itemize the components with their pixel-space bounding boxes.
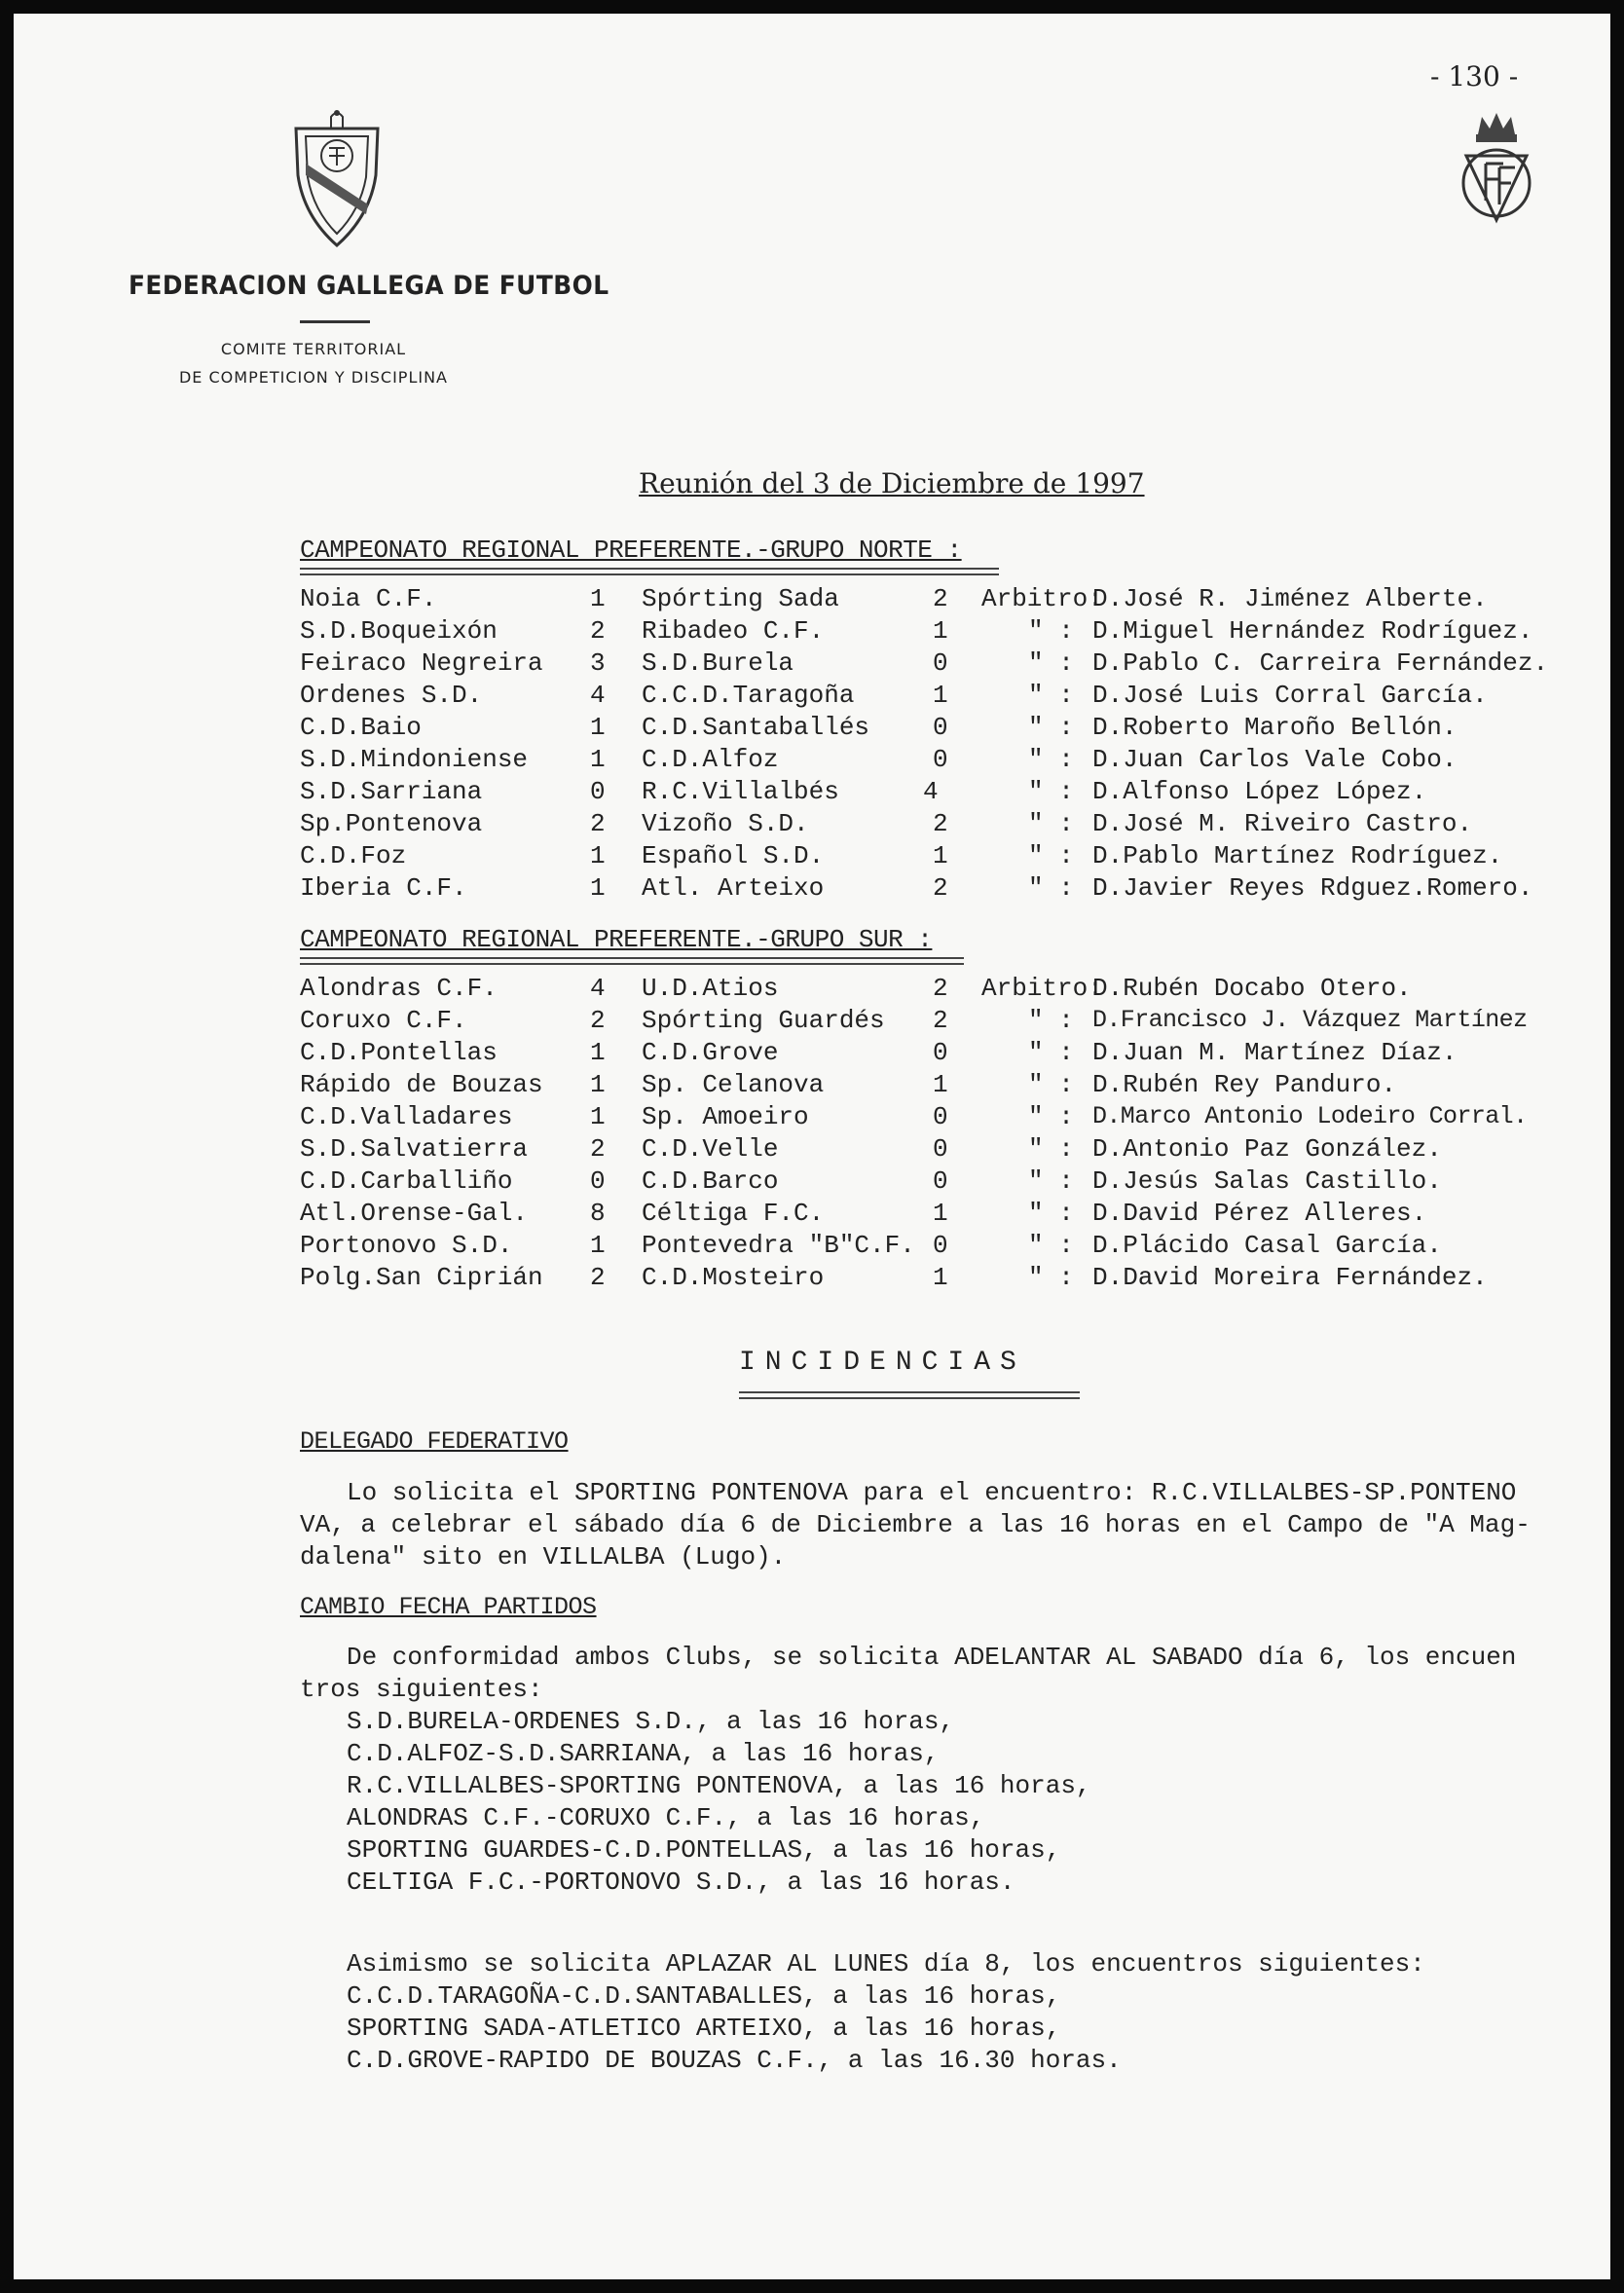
away-team: Ribadeo C.F.	[642, 616, 825, 646]
list-item: S.D.BURELA-ORDENES S.D., a las 16 horas,	[347, 1707, 955, 1736]
referee-name: D.Antonio Paz González.	[1092, 1134, 1442, 1164]
away-score: 0	[933, 1102, 948, 1131]
list-item: R.C.VILLALBES-SPORTING PONTENOVA, a las 16 horas,	[347, 1771, 1091, 1800]
referee-name: D.Plácido Casal García.	[1092, 1231, 1442, 1260]
away-team: C.D.Velle	[642, 1134, 779, 1164]
federation-name: FEDERACION GALLEGA DE FUTBOL	[129, 271, 609, 301]
committee-line-2: DE COMPETICION Y DISCIPLINA	[178, 368, 448, 387]
away-score: 0	[933, 1134, 948, 1164]
home-team: Ordenes S.D.	[300, 681, 483, 710]
referee-name: D.Javier Reyes Rdguez.Romero.	[1092, 873, 1533, 903]
home-team: C.D.Foz	[300, 841, 407, 870]
referee-name: D.Jesús Salas Castillo.	[1092, 1166, 1442, 1196]
referee-name: D.David Pérez Alleres.	[1092, 1199, 1427, 1228]
away-score: 0	[933, 1038, 948, 1067]
match-row	[14, 1199, 1610, 1231]
referee-name: D.José M. Riveiro Castro.	[1092, 809, 1473, 838]
away-score: 2	[933, 809, 948, 838]
federation-shield-logo	[292, 107, 382, 254]
referee-name: D.Rubén Rey Panduro.	[1092, 1070, 1397, 1099]
rfef-crown-emblem	[1457, 107, 1536, 231]
match-row	[14, 616, 1610, 648]
referee-label: " :	[1028, 1038, 1074, 1067]
home-team: C.D.Baio	[300, 713, 422, 742]
referee-name: D.David Moreira Fernández.	[1092, 1263, 1488, 1292]
home-score: 3	[590, 648, 606, 678]
away-score: 0	[933, 1231, 948, 1260]
list-item: C.D.GROVE-RAPIDO DE BOUZAS C.F., a las 16.30 horas.	[347, 2046, 1122, 2075]
home-team: Noia C.F.	[300, 584, 437, 613]
document-page	[14, 14, 1610, 2279]
home-score: 1	[590, 873, 606, 903]
home-team: Rápido de Bouzas	[300, 1070, 543, 1099]
list-item: SPORTING SADA-ATLETICO ARTEIXO, a las 16 horas,	[347, 2014, 1061, 2043]
home-team: S.D.Salvatierra	[300, 1134, 529, 1164]
away-score: 0	[933, 1166, 948, 1196]
home-score: 0	[590, 1166, 606, 1196]
away-team: Vizoño S.D.	[642, 809, 809, 838]
home-team: Portonovo S.D.	[300, 1231, 513, 1260]
referee-name: D.Pablo C. Carreira Fernández.	[1092, 648, 1549, 678]
paragraph-line: tros siguientes:	[300, 1675, 543, 1704]
match-row	[14, 1134, 1610, 1166]
home-score: 1	[590, 745, 606, 774]
home-score: 1	[590, 584, 606, 613]
home-team: Coruxo C.F.	[300, 1006, 467, 1035]
away-score: 1	[933, 616, 948, 646]
referee-name: D.Juan Carlos Vale Cobo.	[1092, 745, 1458, 774]
away-team: C.D.Grove	[642, 1038, 779, 1067]
title-divider	[300, 320, 370, 323]
referee-label: " :	[1028, 648, 1074, 678]
away-team: Spórting Sada	[642, 584, 839, 613]
away-team: U.D.Atios	[642, 974, 779, 1003]
double-rule	[300, 568, 999, 575]
match-row	[14, 841, 1610, 873]
home-score: 4	[590, 974, 606, 1003]
away-score: 1	[933, 1263, 948, 1292]
referee-name: D.Pablo Martínez Rodríguez.	[1092, 841, 1503, 870]
home-team: C.D.Valladares	[300, 1102, 513, 1131]
referee-label: " :	[1028, 1199, 1074, 1228]
match-row	[14, 1263, 1610, 1295]
group-sur-title: CAMPEONATO REGIONAL PREFERENTE.-GRUPO SUR :	[300, 925, 933, 954]
match-row	[14, 1166, 1610, 1199]
referee-label: " :	[1028, 873, 1074, 903]
home-team: Sp.Pontenova	[300, 809, 483, 838]
list-item: CELTIGA F.C.-PORTONOVO S.D., a las 16 horas.	[347, 1868, 1015, 1897]
cambio-fecha-heading: CAMBIO FECHA PARTIDOS	[300, 1593, 597, 1621]
referee-label: " :	[1028, 1070, 1074, 1099]
home-score: 0	[590, 777, 606, 806]
home-score: 2	[590, 809, 606, 838]
away-team: Español S.D.	[642, 841, 825, 870]
referee-label: " :	[1028, 1263, 1074, 1292]
referee-label: " :	[1028, 809, 1074, 838]
match-row	[14, 1070, 1610, 1102]
away-team: Sp. Celanova	[642, 1070, 825, 1099]
home-score: 1	[590, 1102, 606, 1131]
paragraph-line: VA, a celebrar el sábado día 6 de Diciembre a las 16 horas en el Campo de "A Mag-	[300, 1510, 1531, 1539]
referee-label: " :	[1028, 745, 1074, 774]
double-rule	[300, 957, 964, 965]
referee-name: D.Francisco J. Vázquez Martínez	[1092, 1006, 1528, 1034]
away-score: 2	[933, 974, 948, 1003]
home-team: Alondras C.F.	[300, 974, 498, 1003]
away-score: 1	[933, 681, 948, 710]
match-row	[14, 1038, 1610, 1070]
referee-name: D.Roberto Maroño Bellón.	[1092, 713, 1458, 742]
referee-label: Arbitro:	[981, 584, 1103, 613]
away-score: 0	[933, 713, 948, 742]
home-team: C.D.Pontellas	[300, 1038, 498, 1067]
match-row	[14, 584, 1610, 616]
home-team: C.D.Carballiño	[300, 1166, 513, 1196]
away-score: 4	[923, 777, 939, 806]
home-team: Iberia C.F.	[300, 873, 467, 903]
referee-label: " :	[1028, 777, 1074, 806]
referee-name: D.Alfonso López López.	[1092, 777, 1427, 806]
away-score: 2	[933, 873, 948, 903]
list-item: ALONDRAS C.F.-CORUXO C.F., a las 16 horas,	[347, 1803, 985, 1832]
match-row	[14, 648, 1610, 681]
home-team: S.D.Sarriana	[300, 777, 483, 806]
group-norte-title: CAMPEONATO REGIONAL PREFERENTE.-GRUPO NORTE :	[300, 536, 962, 565]
referee-label: " :	[1028, 616, 1074, 646]
referee-label: Arbitro:	[981, 974, 1103, 1003]
referee-name: D.José Luis Corral García.	[1092, 681, 1488, 710]
home-score: 1	[590, 1070, 606, 1099]
home-team: S.D.Boqueixón	[300, 616, 498, 646]
double-rule	[739, 1391, 1080, 1399]
away-score: 0	[933, 745, 948, 774]
match-row	[14, 681, 1610, 713]
referee-label: " :	[1028, 1102, 1074, 1131]
referee-name: D.Miguel Hernández Rodríguez.	[1092, 616, 1533, 646]
referee-name: D.Rubén Docabo Otero.	[1092, 974, 1412, 1003]
home-team: S.D.Mindoniense	[300, 745, 529, 774]
list-item: SPORTING GUARDES-C.D.PONTELLAS, a las 16 horas,	[347, 1835, 1061, 1865]
match-row	[14, 1006, 1610, 1038]
referee-label: " :	[1028, 1231, 1074, 1260]
page-number: - 130 -	[1430, 60, 1519, 92]
away-team: C.D.Santaballés	[642, 713, 870, 742]
away-score: 1	[933, 1199, 948, 1228]
match-row	[14, 1231, 1610, 1263]
match-row	[14, 809, 1610, 841]
list-item: C.D.ALFOZ-S.D.SARRIANA, a las 16 horas,	[347, 1739, 940, 1768]
away-score: 1	[933, 841, 948, 870]
home-score: 1	[590, 713, 606, 742]
home-score: 1	[590, 1231, 606, 1260]
home-team: Feiraco Negreira	[300, 648, 543, 678]
referee-label: " :	[1028, 681, 1074, 710]
home-score: 1	[590, 1038, 606, 1067]
away-team: Sp. Amoeiro	[642, 1102, 809, 1131]
away-score: 2	[933, 584, 948, 613]
match-row	[14, 713, 1610, 745]
incidencias-title: INCIDENCIAS	[739, 1348, 1026, 1378]
referee-label: " :	[1028, 1134, 1074, 1164]
delegado-federativo-heading: DELEGADO FEDERATIVO	[300, 1427, 569, 1456]
away-team: Pontevedra "B"C.F.	[642, 1231, 915, 1260]
committee-line-1: COMITE TERRITORIAL	[220, 340, 407, 358]
match-row	[14, 745, 1610, 777]
home-team: Atl.Orense-Gal.	[300, 1199, 529, 1228]
match-row	[14, 974, 1610, 1006]
home-score: 2	[590, 1134, 606, 1164]
match-row	[14, 873, 1610, 906]
home-team: Polg.San Ciprián	[300, 1263, 543, 1292]
paragraph-line: Lo solicita el SPORTING PONTENOVA para el encuentro: R.C.VILLALBES-SP.PONTENO	[347, 1478, 1517, 1507]
meeting-date-title: Reunión del 3 de Diciembre de 1997	[639, 467, 1145, 499]
referee-name: D.Juan M. Martínez Díaz.	[1092, 1038, 1458, 1067]
away-team: C.C.D.Taragoña	[642, 681, 855, 710]
referee-label: " :	[1028, 713, 1074, 742]
referee-name: D.Marco Antonio Lodeiro Corral.	[1092, 1102, 1528, 1130]
away-team: S.D.Burela	[642, 648, 794, 678]
match-row	[14, 1102, 1610, 1134]
home-score: 1	[590, 841, 606, 870]
referee-label: " :	[1028, 1006, 1074, 1035]
match-row	[14, 777, 1610, 809]
referee-label: " :	[1028, 841, 1074, 870]
home-score: 2	[590, 1006, 606, 1035]
paragraph-line: Asimismo se solicita APLAZAR AL LUNES día 8, los encuentros siguientes:	[347, 1949, 1425, 1979]
away-team: Céltiga F.C.	[642, 1199, 825, 1228]
referee-name: D.José R. Jiménez Alberte.	[1092, 584, 1488, 613]
home-score: 4	[590, 681, 606, 710]
list-item: C.C.D.TARAGOÑA-C.D.SANTABALLES, a las 16 horas,	[347, 1981, 1061, 2011]
home-score: 8	[590, 1199, 606, 1228]
away-score: 0	[933, 648, 948, 678]
paragraph-line: De conformidad ambos Clubs, se solicita ADELANTAR AL SABADO día 6, los encuen	[347, 1643, 1517, 1672]
away-score: 1	[933, 1070, 948, 1099]
paragraph-line: dalena" sito en VILLALBA (Lugo).	[300, 1542, 787, 1572]
away-team: C.D.Mosteiro	[642, 1263, 825, 1292]
home-score: 2	[590, 616, 606, 646]
away-team: R.C.Villalbés	[642, 777, 839, 806]
away-team: Atl. Arteixo	[642, 873, 825, 903]
away-score: 2	[933, 1006, 948, 1035]
away-team: C.D.Barco	[642, 1166, 779, 1196]
away-team: Spórting Guardés	[642, 1006, 885, 1035]
away-team: C.D.Alfoz	[642, 745, 779, 774]
referee-label: " :	[1028, 1166, 1074, 1196]
home-score: 2	[590, 1263, 606, 1292]
